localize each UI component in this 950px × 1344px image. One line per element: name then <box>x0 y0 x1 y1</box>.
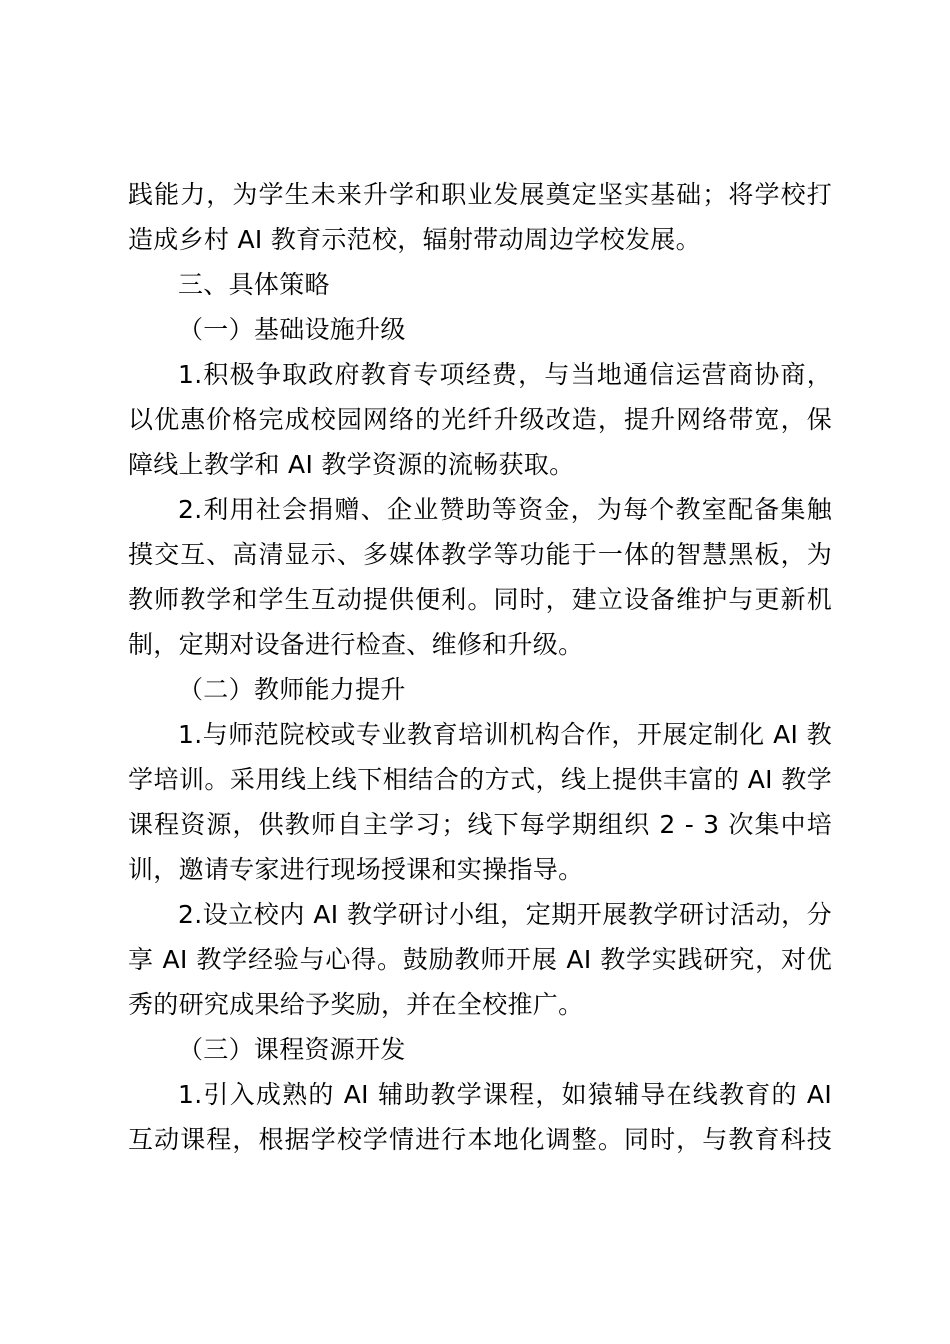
text-line: 以优惠价格完成校园网络的光纤升级改造，提升网络带宽，保 <box>128 405 832 434</box>
section-heading: 三、具体策略 <box>178 270 330 299</box>
text-line: 1.与师范院校或专业教育培训机构合作，开展定制化 AI 教 <box>178 720 832 749</box>
text-line: 课程资源，供教师自主学习；线下每学期组织 2 - 3 次集中培 <box>128 810 832 839</box>
text-line: 2.设立校内 AI 教学研讨小组，定期开展教学研讨活动，分 <box>178 900 832 929</box>
text-line: 学培训。采用线上线下相结合的方式，线上提供丰富的 AI 教学 <box>128 765 832 794</box>
text-line: 1.引入成熟的 AI 辅助教学课程，如猿辅导在线教育的 AI <box>178 1080 832 1109</box>
text-line: 践能力，为学生未来升学和职业发展奠定坚实基础；将学校打 <box>128 180 832 209</box>
text-line: 享 AI 教学经验与心得。鼓励教师开展 AI 教学实践研究，对优 <box>128 945 832 974</box>
text-line: 2.利用社会捐赠、企业赞助等资金，为每个教室配备集触 <box>178 495 832 524</box>
document-body <box>128 172 832 1162</box>
text-line: 互动课程，根据学校学情进行本地化调整。同时，与教育科技 <box>128 1125 832 1154</box>
text-line: 教师教学和学生互动提供便利。同时，建立设备维护与更新机 <box>128 585 832 614</box>
text-line: 训，邀请专家进行现场授课和实操指导。 <box>128 855 584 884</box>
text-line: 1.积极争取政府教育专项经费，与当地通信运营商协商， <box>178 360 832 389</box>
text-line: 造成乡村 AI 教育示范校，辐射带动周边学校发展。 <box>128 225 701 254</box>
subsection-heading: （一）基础设施升级 <box>178 315 406 344</box>
text-line: 障线上教学和 AI 教学资源的流畅获取。 <box>128 450 575 479</box>
subsection-heading: （三）课程资源开发 <box>178 1035 406 1064</box>
text-line: 摸交互、高清显示、多媒体教学等功能于一体的智慧黑板，为 <box>128 540 832 569</box>
subsection-heading: （二）教师能力提升 <box>178 675 406 704</box>
text-line: 秀的研究成果给予奖励，并在全校推广。 <box>128 990 584 1019</box>
text-line: 制，定期对设备进行检查、维修和升级。 <box>128 630 584 659</box>
